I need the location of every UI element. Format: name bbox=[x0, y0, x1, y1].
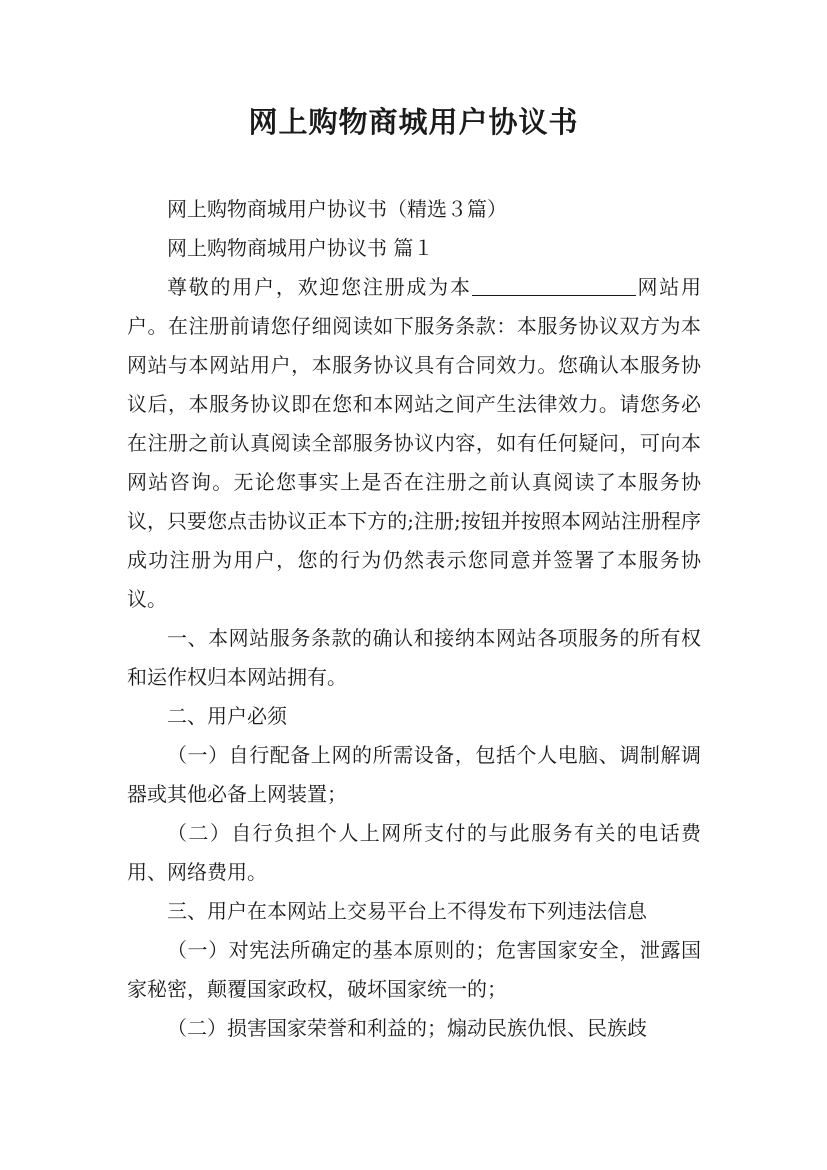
section-3-item-1: （一）对宪法所确定的基本原则的；危害国家安全，泄露国家秘密，颠覆国家政权，破坏国家统一的； bbox=[127, 938, 701, 1001]
website-name-blank bbox=[472, 271, 636, 296]
document-body bbox=[127, 190, 701, 1048]
document-title: 网上购物商城用户协议书 bbox=[248, 105, 579, 139]
section-2-item-2: （二）自行负担个人上网所支付的与此服务有关的电话费用、网络费用。 bbox=[127, 821, 701, 884]
intro-paragraph bbox=[127, 268, 701, 619]
section-3-item-2: （二）损害国家荣誉和利益的；煽动民族仇恨、民族歧 bbox=[167, 1016, 647, 1040]
intro-text-after-blank: 网站用户。在注册前请您仔细阅读如下服务条款：本服务协议双方为本网站与本网站用户，本服务协议具有合同效力。您确认本服务协议后，本服务协议即在您和本网站之间产生法律效力。请您务必在注册之前认真阅读全部服务协议内容，如有任何疑问，可向本网站咨询。无论您事实上是否在注册之前认真阅读了本服务协议，只要您点击协议正本下方的;注册;按钮并按照本网站注册程序成功注册为用户，您的行为仍然表示您同意并签署了本服务协议。 bbox=[127, 275, 702, 611]
section-2-item-1: （一）自行配备上网的所需设备，包括个人电脑、调制解调器或其他必备上网装置； bbox=[127, 743, 701, 806]
collection-subtitle: 网上购物商城用户协议书（精选３篇） bbox=[167, 197, 507, 221]
section-2-heading: 二、用户必须 bbox=[167, 704, 287, 728]
intro-text-before-blank: 尊敬的用户，欢迎您注册成为本 bbox=[167, 275, 472, 299]
section-3-heading: 三、用户在本网站上交易平台上不得发布下列违法信息 bbox=[167, 899, 647, 923]
section-1-paragraph: 一、本网站服务条款的确认和接纳本网站各项服务的所有权和运作权归本网站拥有。 bbox=[127, 626, 701, 689]
part-heading: 网上购物商城用户协议书 篇１ bbox=[167, 236, 434, 260]
